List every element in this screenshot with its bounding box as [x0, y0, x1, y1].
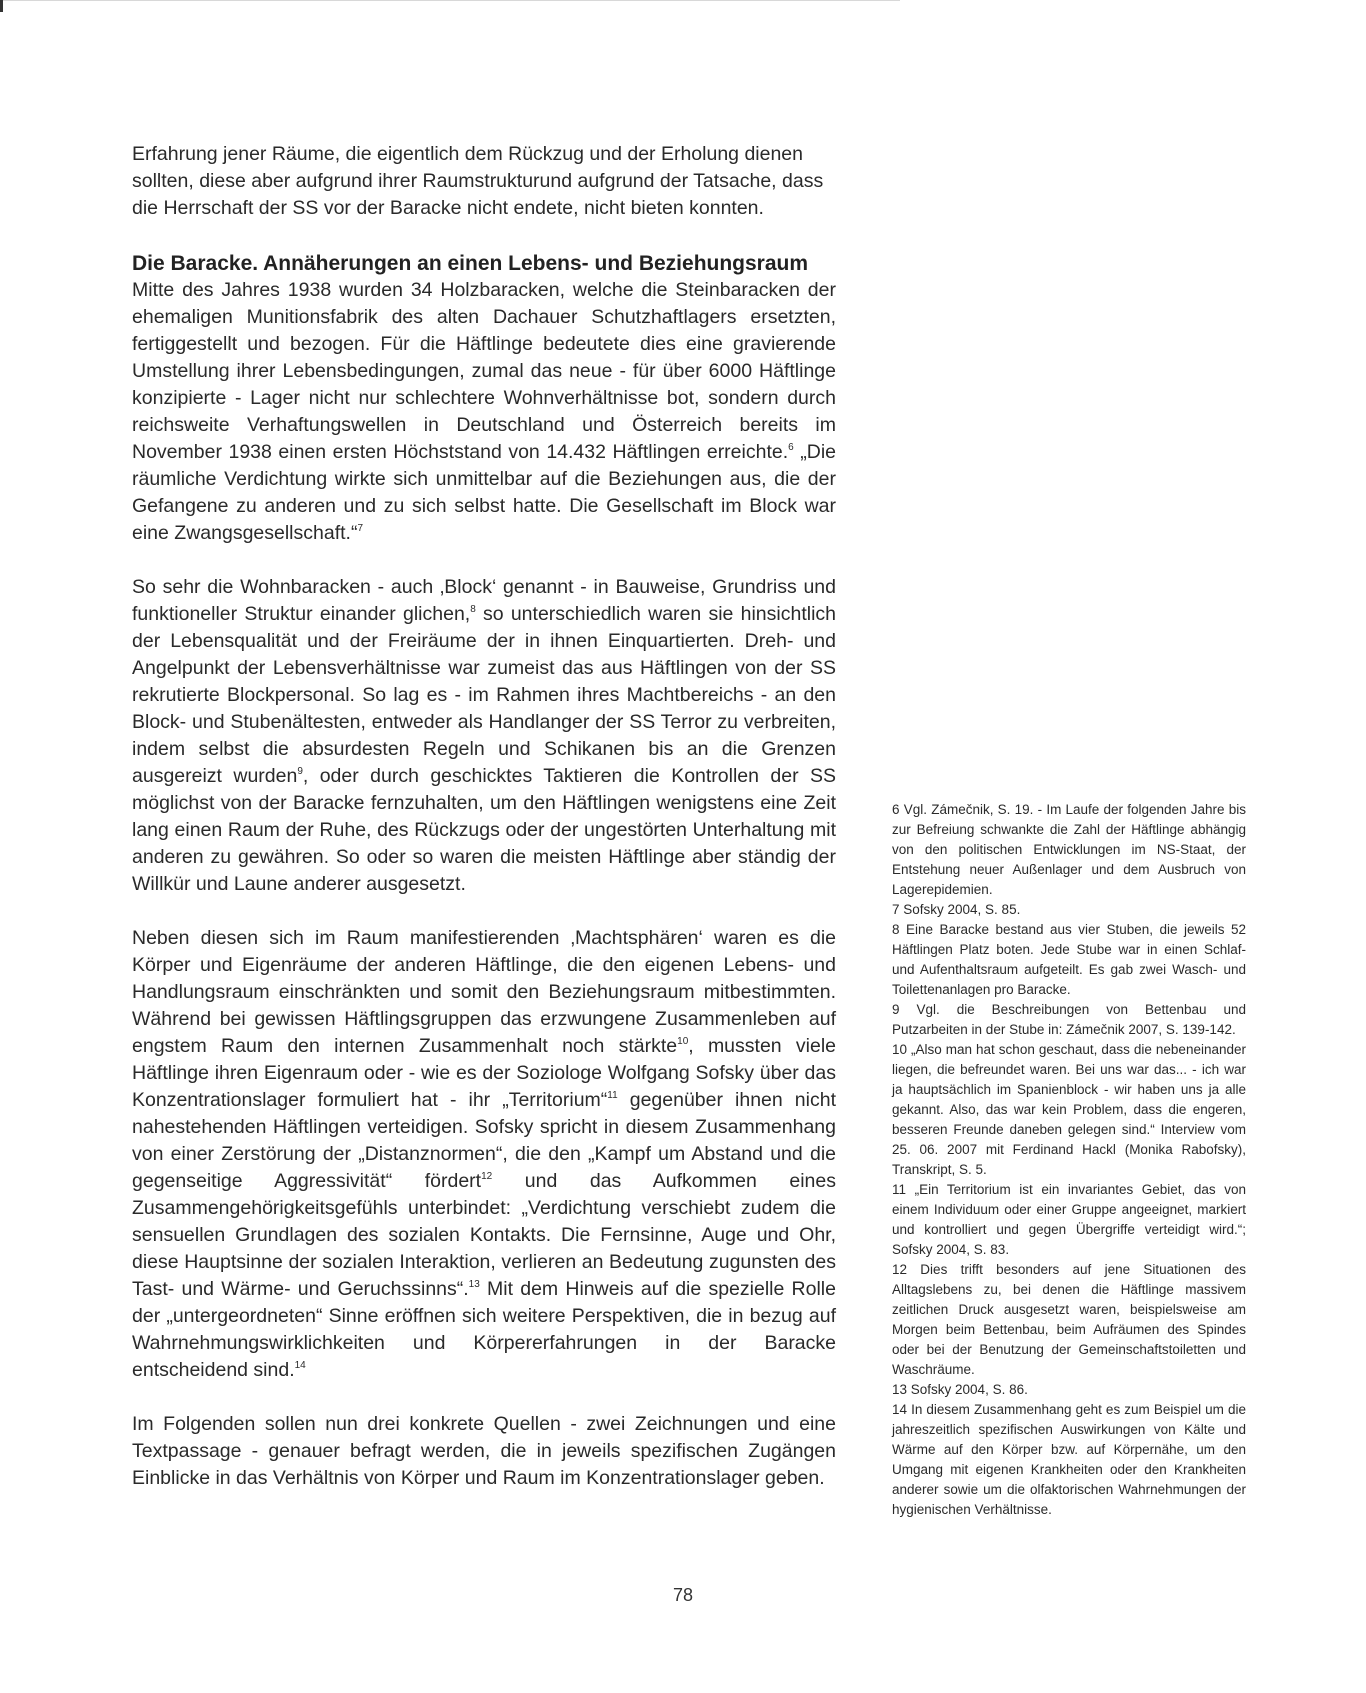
footnote-ref: 12 — [481, 1171, 493, 1182]
footnote-ref: 9 — [297, 766, 303, 777]
footnote-6: 6 Vgl. Zámečnik, S. 19. - Im Laufe der folgenden Jahre bis zur Befreiung schwankte die Zahl der Häftlinge abhängig von den politischen Entwicklungen im NS-Staat, der Entstehung neuer Außenlager und dem Ausbruch von Lagerepidemien. — [892, 802, 1246, 897]
paragraph-text: und das Aufkommen eines Zusammengehörigkeitsgefühls unterbindet: „Verdichtung verschiebt zudem die sensuellen Grundlagen des sozialen Kontakts. Die Fernsinne, Auge und Ohr, diese Hauptsinne der sozialen Interaktion, verlieren an Bedeutung zugunsten des Tast- und Wärme- und Geruchssinns“. — [132, 1170, 836, 1300]
top-rule — [0, 0, 900, 1]
footnote-ref: 6 — [788, 442, 794, 453]
footnote-9: 9 Vgl. die Beschreibungen von Bettenbau und Putzarbeiten in der Stube in: Zámečnik 2007, S. 139-142. — [892, 1002, 1246, 1037]
footnote-8: 8 Eine Baracke bestand aus vier Stuben, die jeweils 52 Häftlingen Platz boten. Jede Stube war in einen Schlaf- und Aufenthaltsraum aufgeteilt. Es gab zwei Wasch- und Toilettenanlagen pro Baracke. — [892, 922, 1246, 997]
body-paragraph-2 — [132, 574, 836, 898]
footnote-ref: 8 — [470, 604, 476, 615]
section-heading: Die Baracke. Annäherungen an einen Lebens- und Beziehungsraum — [132, 252, 809, 275]
body-paragraph-1 — [132, 277, 836, 547]
footnote-ref: 10 — [677, 1036, 689, 1047]
footnote-13: 13 Sofsky 2004, S. 86. — [892, 1382, 1028, 1397]
paragraph-text: Mit dem Hinweis auf die spezielle Rolle der „untergeordneten“ Sinne eröffnen sich weitere Perspektiven, die in bezug auf Wahrnehmungswirklichkeiten und Körpererfahrungen in der Baracke entscheidend sind. — [132, 1278, 836, 1381]
body-paragraph-4: Im Folgenden sollen nun drei konkrete Quellen - zwei Zeichnungen und eine Textpassage - genauer befragt werden, die in jeweils spezifischen Zugängen Einblicke in das Verhältnis von Körper und Raum im Konzentrationslager geben. — [132, 1413, 836, 1489]
footnote-7: 7 Sofsky 2004, S. 85. — [892, 902, 1021, 917]
footnote-ref: 7 — [357, 523, 364, 534]
footnote-11: 11 „Ein Territorium ist ein invariantes Gebiet, das von einem Individuum oder einer Gruppe angeeignet, markiert und kontrolliert und gegen Übergriffe verteidigt wird.“; Sofsky 2004, S. 83. — [892, 1182, 1246, 1257]
footnote-ref: 13 — [468, 1279, 480, 1290]
intro-paragraph: Erfahrung jener Räume, die eigentlich dem Rückzug und der Erholung dienen sollten, diese aber aufgrund ihrer Raumstrukturund aufgrund der Tatsache, dass die Herrschaft der SS vor der Baracke nicht endete, nicht bieten konnten. — [132, 143, 824, 219]
paragraph-text: , oder durch geschicktes Taktieren die Kontrollen der SS möglichst von der Baracke fernzuhalten, um den Häftlingen wenigstens eine Zeit lang einen Raum der Ruhe, des Rückzugs oder der ungestörten Unterhaltung mit anderen zu gewähren. So oder so waren die meisten Häftlinge aber ständig der Willkür und Laune anderer ausgesetzt. — [132, 765, 836, 895]
footnotes-column — [892, 800, 1246, 1520]
footnote-14: 14 In diesem Zusammenhang geht es zum Beispiel um die jahreszeitlich spezifischen Auswirkungen von Kälte und Wärme auf den Körper bzw. auf Körpernähe, um den Umgang mit eigenen Krankheiten oder den Krankheiten anderer sowie um die olfaktorischen Wahrnehmungen der hygienischen Verhältnisse. — [892, 1402, 1246, 1517]
paragraph-text: Neben diesen sich im Raum manifestierenden ‚Machtsphären‘ waren es die Körper und Eigenräume der anderen Häftlinge, die den eigenen Lebens- und Handlungsraum einschränkten und somit den Beziehungsraum mitbestimmten. Während bei gewissen Häftlingsgruppen das erzwungene Zusammenleben auf engstem Raum den internen Zusammenhalt noch stärkte — [132, 927, 836, 1057]
footnote-ref: 11 — [607, 1090, 618, 1101]
paragraph-text: So sehr die Wohnbaracken - auch ‚Block‘ genannt - in Bauweise, Grundriss und funktioneller Struktur einander glichen, — [132, 576, 836, 625]
paragraph-text: „Die räumliche Verdichtung wirkte sich unmittelbar auf die Beziehungen aus, die der Gefangene zu anderen und zu sich selbst hatte. Die Gesellschaft im Block war eine Zwangsgesellschaft.“ — [132, 441, 836, 544]
paragraph-text: , mussten viele Häftlinge ihren Eigenraum oder - wie es der Soziologe Wolfgang Sofsky über das Konzentrationslager formuliert hat - ihr „Territorium“ — [132, 1035, 836, 1111]
footnote-10: 10 „Also man hat schon geschaut, dass die nebeneinander liegen, die befreundet waren. Bei uns war das... - ich war ja hauptsächlich im Spanienblock - wir haben uns ja alle gekannt. Also, das war kein Problem, dass die engeren, besseren Freunde daneben gelegen sind.“ Interview vom 25. 06. 2007 mit Ferdinand Hackl (Monika Rabofsky), Transkript, S. 5. — [892, 1042, 1246, 1177]
paragraph-text: so unterschiedlich waren sie hinsichtlich der Lebensqualität und der Freiräume der in ihnen Einquartierten. Dreh- und Angelpunkt der Lebensverhältnisse war zumeist das aus Häftlingen von der SS rekrutierte Blockpersonal. So lag es - im Rahmen ihres Machtbereichs - an den Block- und Stubenältesten, entweder als Handlanger der SS Terror zu verbreiten, indem selbst die absurdesten Regeln und Schikanen bis an die Grenzen ausgereizt wurden — [132, 603, 837, 787]
main-text-column — [132, 141, 836, 1492]
paragraph-text: Mitte des Jahres 1938 wurden 34 Holzbaracken, welche die Steinbaracken der ehemaligen Munitionsfabrik des alten Dachauer Schutzhaftlagers ersetzten, fertiggestellt und bezogen. Für die Häftlinge bedeutete dies eine gravierende Umstellung ihrer Lebensbedingungen, zumal das neue - für über 6000 Häftlinge konzipierte - Lager nicht nur schlechtere Wohnverhältnisse bot, sondern durch reichsweite Verhaftungswellen in Deutschland und Österreich bereits im November 1938 einen ersten Höchststand von 14.432 Häftlingen erreichte. — [132, 279, 836, 463]
footnote-ref: 14 — [294, 1360, 306, 1371]
footnote-12: 12 Dies trifft besonders auf jene Situationen des Alltagslebens zu, bei denen die Häftlinge massivem zeitlichen Druck ausgesetzt waren, beispielsweise am Morgen beim Bettenbau, beim Aufräumen des Spindes oder bei der Benutzung der Gemeinschaftstoiletten und Waschräume. — [892, 1262, 1246, 1377]
body-paragraph-3 — [132, 925, 836, 1384]
page-number: 78 — [672, 1585, 694, 1605]
corner-mark — [0, 0, 3, 12]
paragraph-text: gegenüber ihnen nicht nahestehenden Häftlingen verteidigen. Sofsky spricht in diesem Zusammenhang von einer Zerstörung der „Distanznormen“, die den „Kampf um Abstand und die gegenseitige Aggressivität“ fördert — [132, 1089, 836, 1192]
